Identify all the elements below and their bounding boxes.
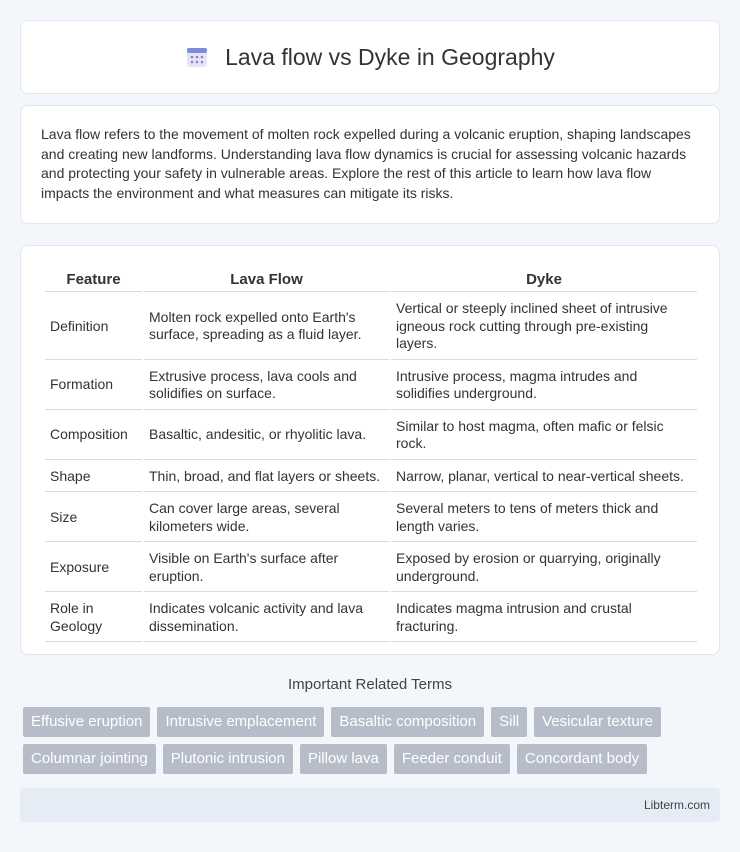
feature-cell: Exposure bbox=[45, 544, 142, 592]
term-tag[interactable]: Vesicular texture bbox=[534, 707, 661, 737]
feature-cell: Role in Geology bbox=[45, 594, 142, 642]
related-terms-row bbox=[23, 707, 723, 737]
intro-text: Lava flow refers to the movement of molten rock expelled during a volcanic eruption, shaping landscapes and creating new landforms. Understanding lava flow dynamics is crucial for assessing volcanic hazards and protecting your safety in vulnerable areas. Explore the rest of this article to learn how lava flow impacts the environment and what measures can mitigate its risks. bbox=[41, 126, 691, 201]
header-feature: Feature bbox=[45, 266, 142, 292]
dyke-cell: Vertical or steeply inclined sheet of intrusive igneous rock cutting through pre-existing layers. bbox=[391, 294, 697, 360]
dyke-cell: Similar to host magma, often mafic or felsic rock. bbox=[391, 412, 697, 460]
lava-cell: Thin, broad, and flat layers or sheets. bbox=[144, 462, 389, 493]
calendar-grid-icon bbox=[185, 45, 209, 69]
term-tag[interactable]: Feeder conduit bbox=[394, 744, 510, 774]
table-header-row bbox=[45, 266, 697, 292]
lava-cell: Visible on Earth's surface after eruption. bbox=[144, 544, 389, 592]
dyke-cell: Intrusive process, magma intrudes and solidifies underground. bbox=[391, 362, 697, 410]
table-row bbox=[45, 544, 697, 592]
term-tag[interactable]: Basaltic composition bbox=[331, 707, 484, 737]
footer-site-link[interactable]: Libterm.com bbox=[643, 798, 710, 812]
related-terms-title: Important Related Terms bbox=[288, 676, 452, 693]
footer bbox=[20, 788, 720, 822]
header-dyke: Dyke bbox=[391, 266, 697, 292]
dyke-cell: Indicates magma intrusion and crustal fracturing. bbox=[391, 594, 697, 642]
dyke-cell: Narrow, planar, vertical to near-vertical sheets. bbox=[391, 462, 697, 493]
term-tag[interactable]: Intrusive emplacement bbox=[157, 707, 324, 737]
header-lava-flow: Lava Flow bbox=[144, 266, 389, 292]
feature-cell: Composition bbox=[45, 412, 142, 460]
related-terms bbox=[23, 707, 723, 781]
lava-cell: Extrusive process, lava cools and solidifies on surface. bbox=[144, 362, 389, 410]
term-tag[interactable]: Sill bbox=[491, 707, 527, 737]
term-tag[interactable]: Pillow lava bbox=[300, 744, 387, 774]
feature-cell: Size bbox=[45, 494, 142, 542]
page-title: Lava flow vs Dyke in Geography bbox=[225, 43, 555, 70]
header-card bbox=[20, 20, 720, 94]
feature-cell: Definition bbox=[45, 294, 142, 360]
dyke-cell: Exposed by erosion or quarrying, originally underground. bbox=[391, 544, 697, 592]
lava-cell: Basaltic, andesitic, or rhyolitic lava. bbox=[144, 412, 389, 460]
comparison-table bbox=[43, 264, 699, 644]
feature-cell: Shape bbox=[45, 462, 142, 493]
table-row bbox=[45, 462, 697, 493]
dyke-cell: Several meters to tens of meters thick and length varies. bbox=[391, 494, 697, 542]
table-row bbox=[45, 362, 697, 410]
term-tag[interactable]: Plutonic intrusion bbox=[163, 744, 293, 774]
table-row bbox=[45, 594, 697, 642]
lava-cell: Molten rock expelled onto Earth's surface, spreading as a fluid layer. bbox=[144, 294, 389, 360]
feature-cell: Formation bbox=[45, 362, 142, 410]
term-tag[interactable]: Concordant body bbox=[517, 744, 647, 774]
lava-cell: Indicates volcanic activity and lava dissemination. bbox=[144, 594, 389, 642]
intro-card bbox=[20, 105, 720, 224]
comparison-table-card bbox=[20, 245, 720, 655]
table-row bbox=[45, 412, 697, 460]
lava-cell: Can cover large areas, several kilometers wide. bbox=[144, 494, 389, 542]
related-terms-row bbox=[23, 744, 723, 774]
term-tag[interactable]: Columnar jointing bbox=[23, 744, 156, 774]
table-row bbox=[45, 294, 697, 360]
table-row bbox=[45, 494, 697, 542]
term-tag[interactable]: Effusive eruption bbox=[23, 707, 150, 737]
